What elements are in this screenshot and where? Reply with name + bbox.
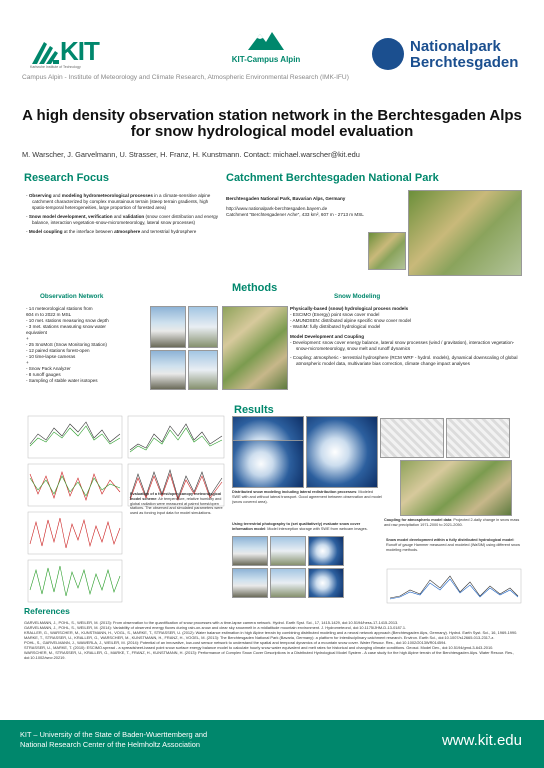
caption-distributed-snow: Distributed snow modeling including lateral redistribution processes: Modeled SWE with and without lateral transport. Good agreement between observation and model (snow covered area). (232, 490, 382, 504)
ts-plot-5 (128, 416, 224, 458)
research-focus-list (26, 193, 222, 238)
catchment-url[interactable]: http://www.nationalpark-berchtesgaden.bayern.de (226, 206, 328, 211)
reference-item: POHL, S., GARVELMANN, J., WAWERLA, J., WEILER, M. (2014): Potential of an innovative, low-cost sensor network to understand the spatial and temporal dynamics of a mountain snow cover. Water Resour. Res., doi:10.1002/2013WR014594. (24, 640, 447, 645)
eagle-icon (372, 38, 404, 70)
station-photo-1 (150, 306, 186, 348)
focus-bullet-1: - Observing and modeling hydrometeorological processes in a climate-sensitive alpine catchment characterized by complex mountainous terrain (steep terrain gradients, high spatio-temporal heterogeneities, large proportion of forested area) (26, 193, 211, 210)
footer-text: KIT – University of the State of Baden-Wuerttemberg and National Research Center of the Helmholtz Association (20, 730, 208, 749)
results-heading: Results (234, 404, 274, 416)
obs-list: - 14 meteorological stations from 604 m to 2022 m MSL - 10 met. stations measuring snow depth - 3 met. stations measuring snow water equivalent + - 25 SnoMoS (Snow Monitoring Station) - 12 paired stations forest-open - 10 time-lapse cameras + - Snow Pack Analyzer - 8 runoff gauges - Sampling of stable water isotopes (26, 306, 109, 383)
caption-forest-open: Evaluation of a forest/open canopy meteorological model scheme: Air temperature, relative humidity and global radiation were measured at paired forest/open stations. The observed and simulated parameters were used as forcing input data for model simulations. (130, 492, 223, 516)
webcam-snow-map-1 (308, 536, 344, 566)
reference-item: KRALLER, G., WARSCHER, M., KUNSTMANN, H., VOGL, S., MARKE, T., STRASSER, U. (2012): Water balance estimation in high Alpine terrain by combining distributed modeling and a neural network approach (Berchtesgaden Alps, Germany). Hydrol. Earth Syst. Sci., 16, 1969-1990. (24, 630, 518, 635)
reference-item: GARVELMANN, J., POHL, S., WEILER, M. (2013): From observation to the quantification of snow processes with a time-lapse camera network. Hydrol. Earth Syst. Sci., 17, 1415-1429, doi:10.5194/hess-17-1415-2013. (24, 620, 399, 625)
ts-plot-4 (28, 560, 122, 602)
focus-bullet-3: - Model coupling at the interface between atmosphere and terrestrial hydrosphere (26, 229, 197, 234)
station-network-map (222, 306, 288, 390)
webcam-photo-1 (232, 536, 268, 566)
caption-coupling: Coupling for atmospheric model data: Projected 2-daily change in snow mass and raw precipitation 1971-2000 to 2021-2050. (384, 518, 520, 527)
wrf-grid-map-1 (380, 418, 444, 458)
references-list (24, 620, 524, 660)
station-photo-4 (188, 350, 218, 390)
campus-alpin-text: KIT-Campus Alpin (231, 55, 301, 64)
reference-item: STRASSER, U., MARKE, T. (2010): ESCIMO.spread - a spreadsheet-based point snow surface energy balance model to calculate hourly snow water equivalent and melt rates for historical and changing climate conditions. Geosci. Model Dev., doi:10.5194/gmd-3-643-2010. (24, 645, 494, 650)
caption-photography: Using terrestrial photography to (set qualitatively) evaluate snow cover information model: Model interception storage with SWE from webcam images. (232, 522, 368, 531)
catchment-map (408, 190, 522, 276)
poster-title: A high density observation station network in the Berchtesgaden Alps for snow hydrological model evaluation (22, 107, 522, 140)
campus-alpin-logo (216, 30, 316, 70)
runoff-plot (386, 568, 522, 604)
kit-logo-sub: Karlsruhe Institute of Technology (30, 65, 81, 69)
reference-item: GARVELMANN, J., POHL, S., WEILER, M. (2014): Variability of observed energy fluxes during rain-on-snow and clear sky snowmelt in a midlatitude mountain environment. J. Hydrometeorol, doi:10.1175/JHM-D-13-0187.1. (24, 625, 407, 630)
station-photo-2 (188, 306, 218, 348)
projected-change-map (400, 460, 512, 516)
snow-modeling-text: Physically-based (snow) hydrological process models - ESCIMO (Energy) point snow cover model - AMUNDSEN: distributed alpine specific snow cover model - WaSiM: fully distributed hydrological model Model Development and Coupling - Development: snow cover energy balance, lateral snow processes (wind / gravitation), interaction vegetation-snow-micrometeorology, snow melt and runoff dynamics - Coupling: atmospheric - terrestrial hydrosphere (RCM WRF - hydrol. models), dynamical downscaling of global atmospheric model data, multivariate bias correction, climate change impact analyses (290, 306, 518, 366)
catchment-text: Berchtesgaden National Park, Bavarian Alps, Germany http://www.nationalpark-berchtesgaden.bayern.de Catchment "Berchtesgadener Ache", 433 km², 607 m - 2713 m MSL (226, 196, 364, 217)
kit-logo-word: KIT (60, 36, 99, 66)
reference-item: MARKE, T., STRASSER, U., KRALLER, G., WARSCHER, M., KUNSTMANN, H., FRANZ, H., VOGEL, M. (2013): The Berchtesgaden National Park (Bavaria, Germany): a platform for interdisciplinary catchment research. Environ. Earth Sci., doi:10.1007/s12665-013-2317-z. (24, 635, 495, 640)
webcam-photo-4 (270, 568, 306, 598)
authors: M. Warscher, J. Garvelmann, U. Strasser, H. Franz, H. Kunstmann. Contact: michael.warscher@kit.edu (22, 150, 360, 159)
station-photo-3 (150, 350, 186, 390)
mountain-icon (248, 30, 284, 50)
institute: Campus Alpin - Institute of Meteorology and Climate Research, Atmospheric Environmental Research (IMK-IFU) (22, 74, 349, 81)
ts-plot-3 (28, 512, 122, 554)
np-line1: Nationalpark (410, 38, 501, 55)
swe-map-2 (306, 416, 378, 488)
national-park-logo (372, 38, 522, 72)
snow-modeling-heading: Snow Modeling (334, 293, 381, 300)
webcam-photo-2 (270, 536, 306, 566)
germany-inset-map (368, 232, 406, 270)
footer-url[interactable]: www.kit.edu (441, 732, 522, 749)
np-line2: Berchtesgaden (410, 54, 519, 71)
focus-bullet-2: - Snow model development, verification and validation (snow cover distribution and energy balance, interaction vegetation-snow-micrometeorology, lateral snow processes) (26, 214, 219, 225)
references-heading: References (24, 606, 70, 616)
swe-map-3 (232, 440, 304, 488)
research-focus-heading: Research Focus (24, 172, 109, 184)
obs-network-heading: Observation Network (40, 293, 104, 300)
ts-plot-1 (28, 416, 122, 458)
catchment-heading: Catchment Berchtesgaden National Park (226, 172, 439, 184)
wrf-grid-map-2 (446, 418, 510, 458)
kit-logo (30, 36, 110, 69)
forest-open-timeseries-left (24, 414, 124, 606)
methods-heading: Methods (232, 282, 278, 294)
caption-snow-model-dev: Snow model development within a fully distributed hydrological model: Runoff of gauge Hammer measured and modeled (WaSiM) using different snow modeling methods. (386, 538, 520, 552)
webcam-snow-map-2 (308, 568, 344, 598)
reference-item: WARSCHER, M., STRASSER, U., KRALLER, G., MARKE, T., FRANZ, H., KUNSTMANN, H. (2013): Performance of Complex Snow Cover Descriptions in a Distributed Hydrological Model System - A case study for the high Alpine terrain of the Berchtesgaden Alps. Water Resour. Res., doi:10.1002/wrcr.20219. (24, 650, 515, 660)
kit-logo-icon (30, 38, 60, 64)
footer (0, 720, 544, 768)
ts-plot-2 (28, 464, 122, 506)
webcam-photo-3 (232, 568, 268, 598)
